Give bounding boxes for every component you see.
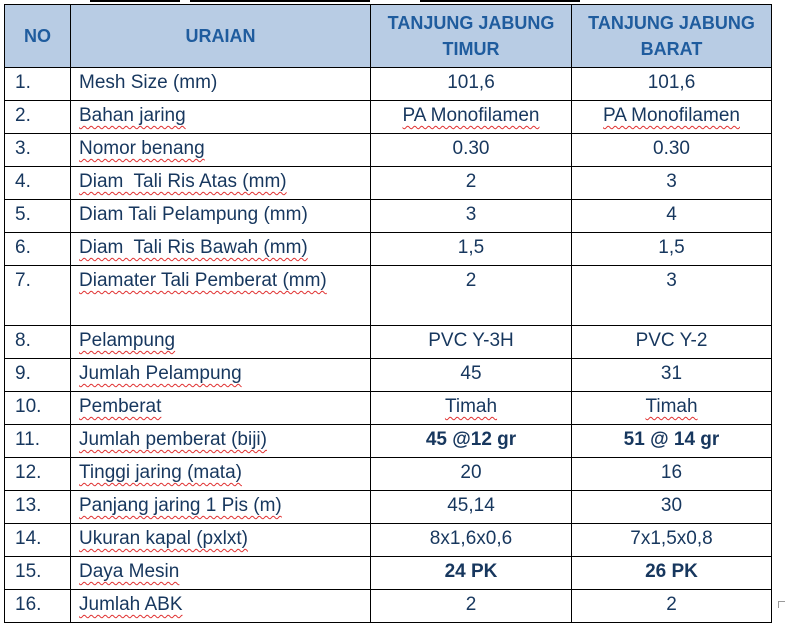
table-row <box>5 134 772 167</box>
row-description <box>71 134 371 167</box>
value-barat: 3 <box>572 167 772 200</box>
value-barat-text: PA Monofilamen <box>603 105 740 126</box>
table-row <box>5 167 772 200</box>
value-timur: 2 <box>371 590 572 623</box>
row-description <box>71 233 371 266</box>
value-timur <box>371 101 572 134</box>
table-row <box>5 68 772 101</box>
row-description-text: Diam Tali Ris Atas (mm) <box>79 171 287 192</box>
value-timur: 20 <box>371 458 572 491</box>
value-timur: 2 <box>371 167 572 200</box>
value-timur: 0.30 <box>371 134 572 167</box>
row-description: Diam Tali Pelampung (mm) <box>71 200 371 233</box>
value-barat: 30 <box>572 491 772 524</box>
row-description <box>71 326 371 359</box>
value-barat <box>572 392 772 425</box>
row-number: 3. <box>5 134 71 167</box>
row-description-text: Diamater Tali Pemberat (mm) <box>79 270 327 291</box>
table-row <box>5 557 772 590</box>
header-row <box>5 5 772 68</box>
table-row <box>5 101 772 134</box>
table-row <box>5 524 772 557</box>
table-row <box>5 425 772 458</box>
value-barat: 7x1,5x0,8 <box>572 524 772 557</box>
spec-table <box>4 4 772 623</box>
header-no: NO <box>5 5 71 68</box>
value-timur: 101,6 <box>371 68 572 101</box>
row-description-text: Jumlah ABK <box>79 594 183 615</box>
row-number: 11. <box>5 425 71 458</box>
row-description <box>71 392 371 425</box>
row-description <box>71 425 371 458</box>
value-barat: PVC Y-2 <box>572 326 772 359</box>
top-edge-fragment <box>420 0 580 2</box>
row-description-text: Ukuran kapal (pxlxt) <box>79 528 248 549</box>
row-description <box>71 557 371 590</box>
row-description-text: Jumlah Pelampung <box>79 363 242 384</box>
row-description <box>71 101 371 134</box>
row-description <box>71 590 371 623</box>
table-row <box>5 233 772 266</box>
row-description-text: Pelampung <box>79 330 176 351</box>
value-timur: 2 <box>371 266 572 326</box>
value-timur: 8x1,6x0,6 <box>371 524 572 557</box>
row-description-text: Panjang jaring 1 Pis (m) <box>79 495 282 516</box>
row-number: 16. <box>5 590 71 623</box>
row-description: Mesh Size (mm) <box>71 68 371 101</box>
value-barat: 31 <box>572 359 772 392</box>
row-number: 2. <box>5 101 71 134</box>
row-description <box>71 458 371 491</box>
row-number: 7. <box>5 266 71 326</box>
value-timur: PVC Y-3H <box>371 326 572 359</box>
value-barat <box>572 101 772 134</box>
value-barat: 4 <box>572 200 772 233</box>
top-edge-fragment <box>90 0 180 2</box>
value-barat-text: Timah <box>645 396 698 417</box>
row-number: 5. <box>5 200 71 233</box>
row-number: 4. <box>5 167 71 200</box>
value-barat: 1,5 <box>572 233 772 266</box>
table-row <box>5 326 772 359</box>
row-number: 6. <box>5 233 71 266</box>
table-row <box>5 458 772 491</box>
value-barat: 0.30 <box>572 134 772 167</box>
value-timur: 45 <box>371 359 572 392</box>
value-barat: 26 PK <box>572 557 772 590</box>
value-timur-text: Timah <box>444 396 498 417</box>
header-uraian: URAIAN <box>71 5 371 68</box>
value-timur: 24 PK <box>371 557 572 590</box>
row-description-text: Pemberat <box>79 396 162 417</box>
value-timur <box>371 392 572 425</box>
resize-handle-icon[interactable] <box>778 601 785 608</box>
row-number: 8. <box>5 326 71 359</box>
row-description <box>71 524 371 557</box>
value-timur: 45 @12 gr <box>371 425 572 458</box>
row-description <box>71 266 371 326</box>
row-number: 15. <box>5 557 71 590</box>
row-number: 13. <box>5 491 71 524</box>
value-barat: 101,6 <box>572 68 772 101</box>
table-row <box>5 266 772 326</box>
row-description-text: Daya Mesin <box>79 561 180 582</box>
header-tanjung-jabung-barat: TANJUNG JABUNG BARAT <box>572 5 772 68</box>
table-row <box>5 590 772 623</box>
value-timur: 3 <box>371 200 572 233</box>
table-row <box>5 491 772 524</box>
row-number: 10. <box>5 392 71 425</box>
row-description <box>71 491 371 524</box>
row-description-text: Diam Tali Ris Bawah (mm) <box>79 237 308 258</box>
value-timur: 45,14 <box>371 491 572 524</box>
top-edge-fragment <box>190 0 370 2</box>
value-barat: 2 <box>572 590 772 623</box>
row-description-text: Tinggi jaring (mata) <box>79 462 242 483</box>
table-row <box>5 392 772 425</box>
value-timur: 1,5 <box>371 233 572 266</box>
row-description <box>71 359 371 392</box>
table-row <box>5 200 772 233</box>
value-barat: 3 <box>572 266 772 326</box>
row-description <box>71 167 371 200</box>
table-row <box>5 359 772 392</box>
row-description-text: Jumlah pemberat (biji) <box>79 429 267 450</box>
value-barat: 51 @ 14 gr <box>572 425 772 458</box>
row-number: 1. <box>5 68 71 101</box>
value-barat: 16 <box>572 458 772 491</box>
row-number: 14. <box>5 524 71 557</box>
row-number: 9. <box>5 359 71 392</box>
header-tanjung-jabung-timur: TANJUNG JABUNG TIMUR <box>371 5 572 68</box>
value-timur-text: PA Monofilamen <box>402 105 540 126</box>
table-container <box>4 4 772 623</box>
row-description-text: Bahan jaring <box>79 105 186 126</box>
row-number: 12. <box>5 458 71 491</box>
row-description-text: Nomor benang <box>79 138 205 159</box>
